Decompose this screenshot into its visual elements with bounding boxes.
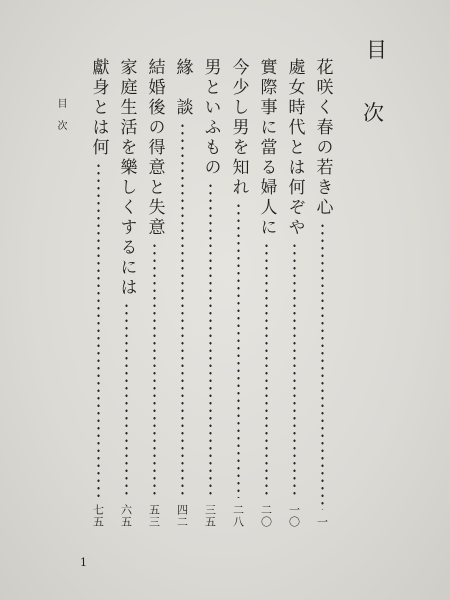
entry-page-number: 一〇 bbox=[287, 504, 301, 528]
dot-leader bbox=[97, 162, 100, 498]
entry-page-number: 七五 bbox=[91, 504, 105, 528]
entry-page-number: 二八 bbox=[231, 504, 245, 528]
entry-page-number: 二〇 bbox=[259, 504, 273, 528]
dot-leader bbox=[237, 202, 240, 498]
entry-title: 獻身とは何 bbox=[88, 58, 109, 158]
dot-leader bbox=[125, 302, 128, 498]
toc-entry-8[interactable] bbox=[116, 58, 136, 528]
entry-page-number: 四二 bbox=[175, 504, 189, 528]
entry-title: 結婚後の得意と失意 bbox=[144, 58, 165, 238]
running-header: 目次 bbox=[55, 98, 66, 142]
entry-page-number: 五三 bbox=[147, 504, 161, 528]
toc-entry-5[interactable] bbox=[200, 58, 220, 528]
entry-page-number: 六五 bbox=[119, 504, 133, 528]
dot-leader bbox=[153, 242, 156, 498]
toc-entry-2[interactable] bbox=[284, 58, 304, 528]
entry-title: 今少し男を知れ bbox=[228, 58, 249, 198]
title-char-1: 目 bbox=[366, 38, 387, 62]
dot-leader bbox=[293, 242, 296, 498]
entry-title: 實際事に當る婦人に bbox=[256, 58, 277, 238]
dot-leader bbox=[321, 222, 324, 510]
entry-page-number: 一 bbox=[315, 516, 329, 528]
entry-title: 緣 談 bbox=[172, 58, 193, 118]
toc-entry-7[interactable] bbox=[144, 58, 164, 528]
dot-leader bbox=[265, 242, 268, 498]
entry-title: 處女時代とは何ぞや bbox=[284, 58, 305, 238]
entry-page-number: 三五 bbox=[203, 504, 217, 528]
entry-title: 家庭生活を樂しくするには bbox=[116, 58, 137, 298]
toc-entry-4[interactable] bbox=[228, 58, 248, 528]
toc-entry-1[interactable] bbox=[312, 58, 332, 528]
entry-title: 男といふもの bbox=[200, 58, 221, 178]
dot-leader bbox=[181, 122, 184, 498]
toc-entry-6[interactable] bbox=[172, 58, 192, 528]
title-char-2: 次 bbox=[363, 101, 384, 125]
toc-entry-3[interactable] bbox=[256, 58, 276, 528]
entry-title: 花咲く春の若き心 bbox=[312, 58, 333, 218]
page-folio: 1 bbox=[80, 556, 87, 569]
toc-entry-9[interactable] bbox=[88, 58, 108, 528]
dot-leader bbox=[209, 182, 212, 498]
